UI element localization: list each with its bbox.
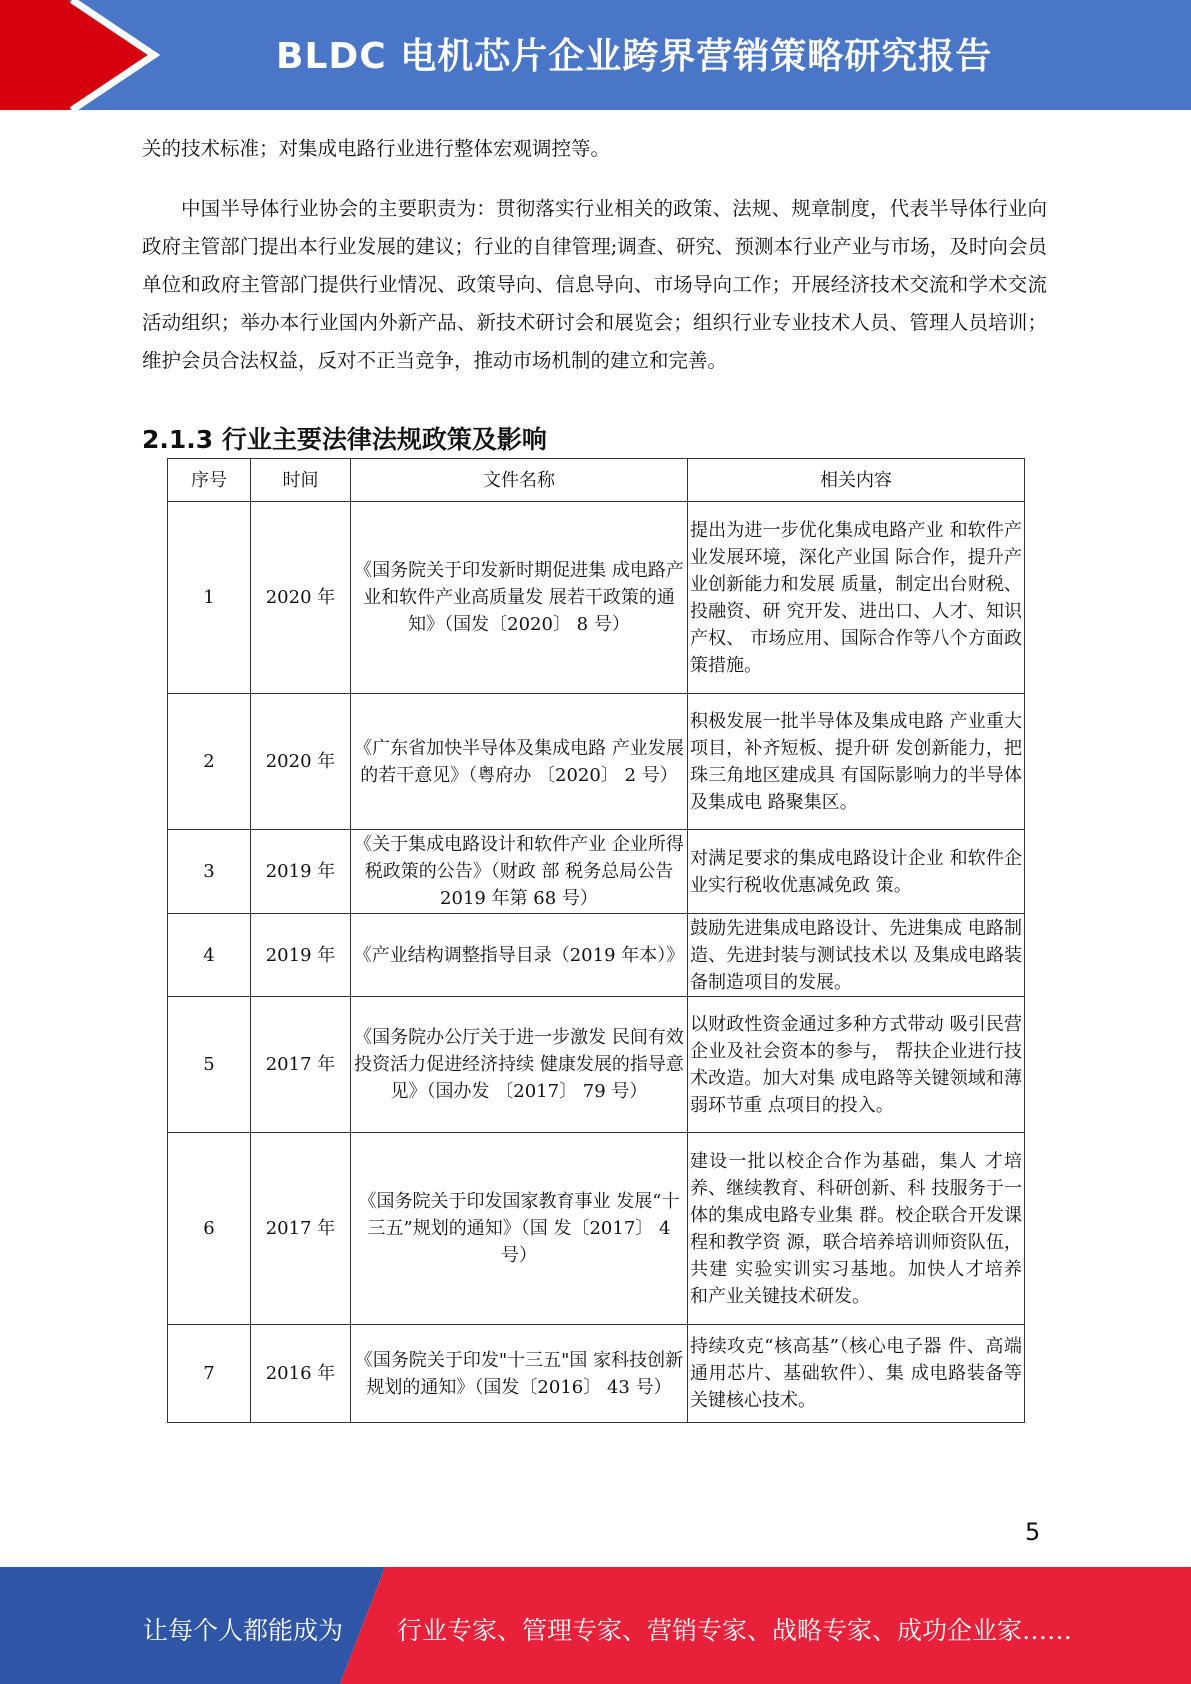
cell-index: 2 <box>168 694 251 830</box>
col-header-content: 相关内容 <box>688 459 1025 502</box>
cell-time: 2019 年 <box>251 830 351 914</box>
policy-table <box>167 458 1025 1423</box>
cell-content: 持续攻克“核高基”（核心电子器 件、高端通用芯片、基础软件）、集 成电路装备等关键核心技术。 <box>688 1325 1025 1423</box>
cell-content: 以财政性资金通过多种方式带动 吸引民营企业及社会资本的参与， 帮扶企业进行技术改造。加大对集 成电路等关键领域和薄弱环节重 点项目的投入。 <box>688 997 1025 1133</box>
col-header-document-name: 文件名称 <box>351 459 688 502</box>
cell-index: 6 <box>168 1133 251 1325</box>
table-row <box>168 997 1025 1133</box>
cell-index: 1 <box>168 502 251 694</box>
col-header-index: 序号 <box>168 459 251 502</box>
cell-content: 积极发展一批半导体及集成电路 产业重大项目，补齐短板、提升研 发创新能力，把珠三角地区建成具 有国际影响力的半导体及集成电 路聚集区。 <box>688 694 1025 830</box>
cell-document-name: 《国务院关于印发"十三五"国 家科技创新规划的通知》（国发〔2016〕 43 号） <box>351 1325 688 1423</box>
cell-index: 7 <box>168 1325 251 1423</box>
footer-slogan-right: 行业专家、管理专家、营销专家、战略专家、成功企业家…… <box>397 1616 1073 1645</box>
section-heading: 2.1.3 行业主要法律法规政策及影响 <box>142 425 547 454</box>
table-row <box>168 914 1025 997</box>
table-row <box>168 694 1025 830</box>
cell-time: 2020 年 <box>251 694 351 830</box>
cell-index: 5 <box>168 997 251 1133</box>
page-header <box>0 0 1191 110</box>
cell-document-name: 《关于集成电路设计和软件产业 企业所得税政策的公告》（财政 部 税务总局公告 2019 年第 68 号） <box>351 830 688 914</box>
body-text <box>142 130 1047 380</box>
report-title: BLDC 电机芯片企业跨界营销策略研究报告 <box>276 36 993 77</box>
paragraph-continuation: 关的技术标准；对集成电路行业进行整体宏观调控等。 <box>142 137 611 160</box>
cell-index: 3 <box>168 830 251 914</box>
cell-content: 建设一批以校企合作为基础，集人 才培养、继续教育、科研创新、科 技服务于一体的集成电路专业集 群。校企联合开发课程和教学资 源，联合培养培训师资队伍，共建 实验实训实习基地。加快人才培养 和产业关键技术研发。 <box>688 1133 1025 1325</box>
cell-content: 提出为进一步优化集成电路产业 和软件产业发展环境，深化产业国 际合作，提升产业创新能力和发展 质量，制定出台财税、投融资、研 究开发、进出口、人才、知识产权、 市场应用、国际合作等八个方面政 策措施。 <box>688 502 1025 694</box>
cell-document-name: 《国务院关于印发国家教育事业 发展“十三五”规划的通知》（国 发〔2017〕 4 号） <box>351 1133 688 1325</box>
table-row <box>168 1325 1025 1423</box>
cell-time: 2016 年 <box>251 1325 351 1423</box>
table-row <box>168 1133 1025 1325</box>
cell-time: 2017 年 <box>251 997 351 1133</box>
cell-time: 2017 年 <box>251 1133 351 1325</box>
cell-document-name: 《广东省加快半导体及集成电路 产业发展的若干意见》（粤府办 〔2020〕 2 号） <box>351 694 688 830</box>
footer-slogan-left: 让每个人都能成为 <box>143 1616 344 1645</box>
cell-document-name: 《国务院关于印发新时期促进集 成电路产业和软件产业高质量发 展若干政策的通知》（国发〔2020〕 8 号） <box>351 502 688 694</box>
page-number: 5 <box>1025 1518 1041 1546</box>
cell-index: 4 <box>168 914 251 997</box>
table-row <box>168 830 1025 914</box>
cell-document-name: 《产业结构调整指导目录（2019 年本）》 <box>351 914 688 997</box>
paragraph-association-duties: 中国半导体行业协会的主要职责为：贯彻落实行业相关的政策、法规、规章制度，代表半导体行业向政府主管部门提出本行业发展的建议；行业的自律管理;调查、研究、预测本行业产业与市场，及时向会员单位和政府主管部门提供行业情况、政策导向、信息导向、市场导向工作；开展经济技术交流和学术交流活动组织；举办本行业国内外新产品、新技术研讨会和展览会；组织行业专业技术人员、管理人员培训；维护会员合法权益，反对不正当竞争，推动市场机制的建立和完善。 <box>142 197 1047 372</box>
cell-document-name: 《国务院办公厅关于进一步激发 民间有效投资活力促进经济持续 健康发展的指导意见》（国办发 〔2017〕 79 号） <box>351 997 688 1133</box>
cell-content: 鼓励先进集成电路设计、先进集成 电路制造、先进封装与测试技术以 及集成电路装备制造项目的发展。 <box>688 914 1025 997</box>
table-header-row <box>168 459 1025 502</box>
cell-content: 对满足要求的集成电路设计企业 和软件企业实行税收优惠减免政 策。 <box>688 830 1025 914</box>
cell-time: 2019 年 <box>251 914 351 997</box>
cell-time: 2020 年 <box>251 502 351 694</box>
table-row <box>168 502 1025 694</box>
page-footer <box>0 1567 1191 1684</box>
col-header-time: 时间 <box>251 459 351 502</box>
